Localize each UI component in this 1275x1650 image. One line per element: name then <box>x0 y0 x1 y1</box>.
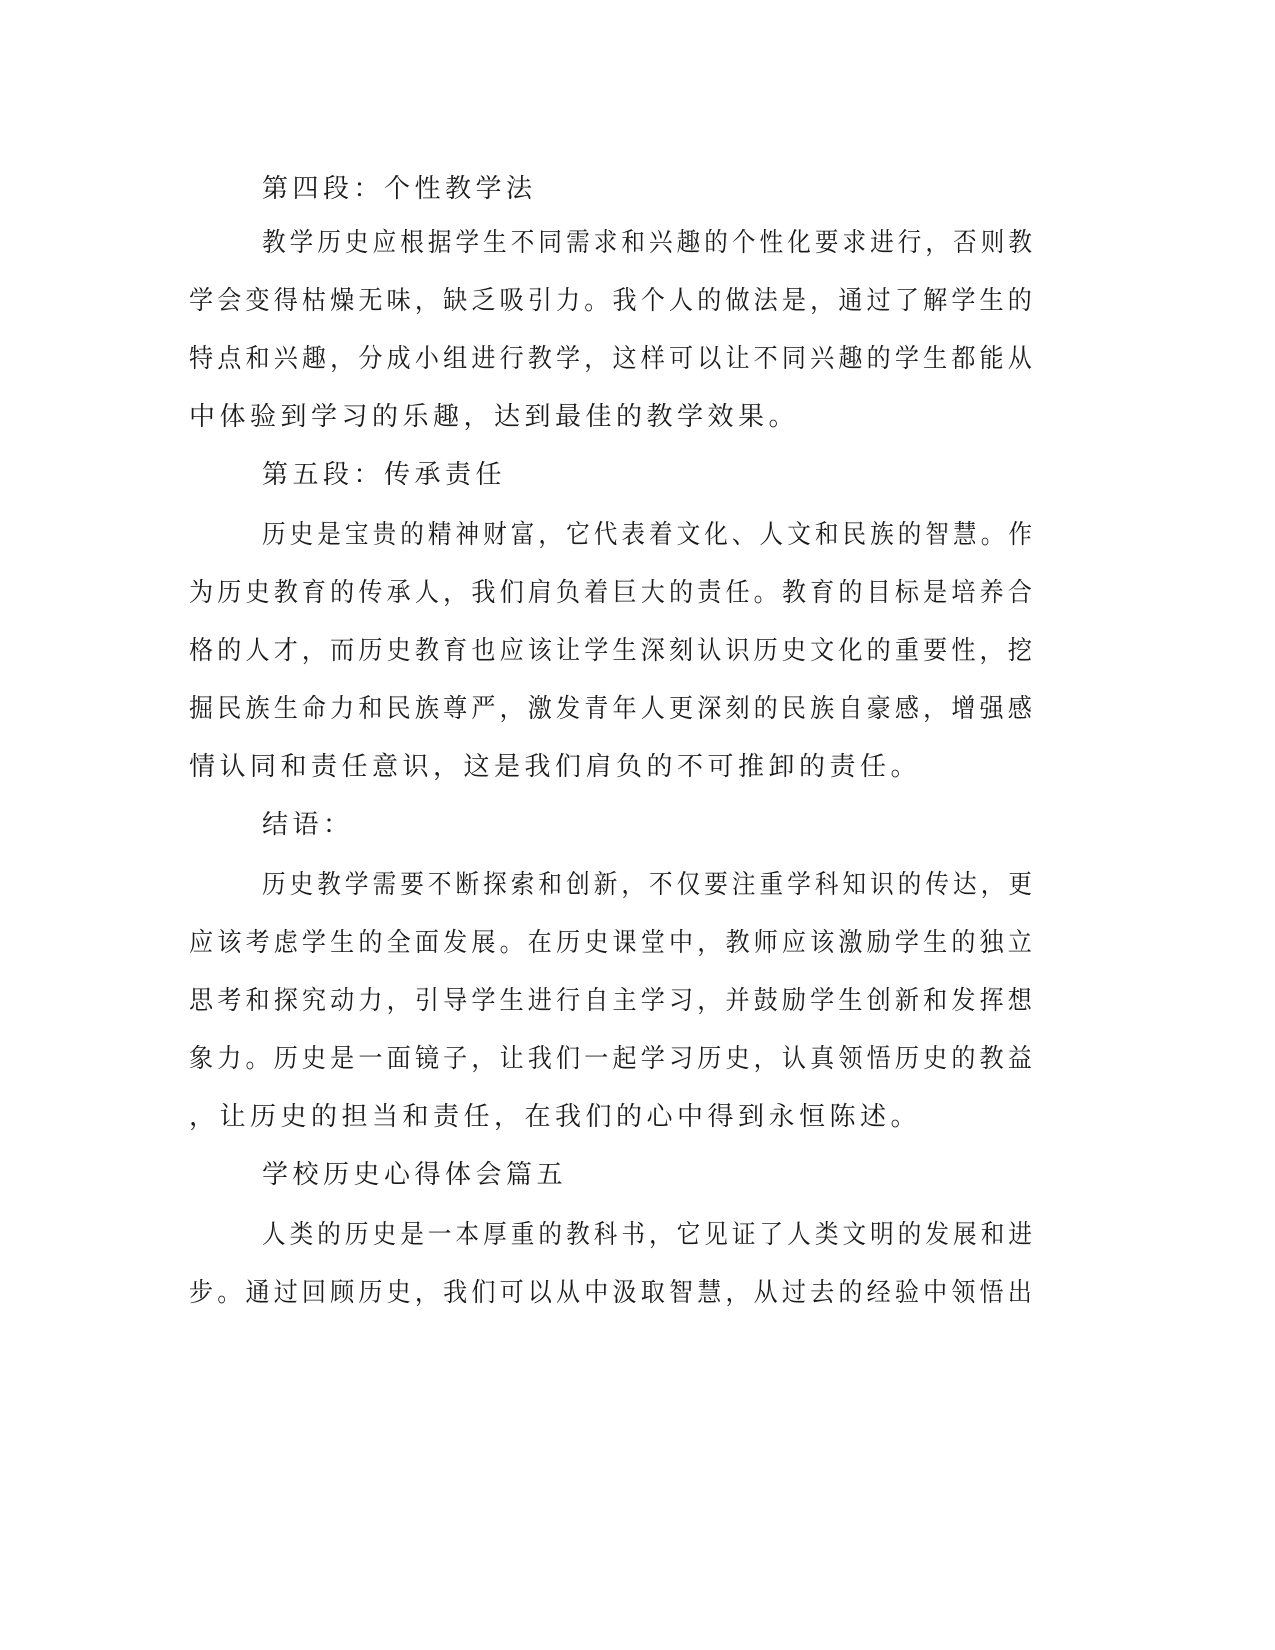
heading-conclusion: 结语： <box>262 810 354 840</box>
paragraph-line: 中体验到学习的乐趣，达到最佳的教学效果。 <box>189 402 800 432</box>
paragraph-line: 为历史教育的传承人，我们肩负着巨大的责任。教育的目标是培养合 <box>189 578 1037 608</box>
paragraph-line: 教学历史应根据学生不同需求和兴趣的个性化要求进行，否则教 <box>262 228 1036 258</box>
paragraph-line: 特点和兴趣，分成小组进行教学，这样可以让不同兴趣的学生都能从 <box>189 344 1037 374</box>
paragraph-line: 象力。历史是一面镜子，让我们一起学习历史，认真领悟历史的教益 <box>189 1044 1037 1074</box>
paragraph-line: 历史是宝贵的精神财富，它代表着文化、人文和民族的智慧。作 <box>262 520 1036 550</box>
heading-section-four: 第四段：个性教学法 <box>262 174 537 204</box>
paragraph-line: 历史教学需要不断探索和创新，不仅要注重学科知识的传达，更 <box>262 870 1036 900</box>
paragraph-line: 掘民族生命力和民族尊严，激发青年人更深刻的民族自豪感，增强感 <box>189 694 1037 724</box>
paragraph-line: 思考和探究动力，引导学生进行自主学习，并鼓励学生创新和发挥想 <box>189 986 1037 1016</box>
paragraph-line: 步。通过回顾历史，我们可以从中汲取智慧，从过去的经验中领悟出 <box>189 1278 1037 1308</box>
paragraph-line: ，让历史的担当和责任，在我们的心中得到永恒陈述。 <box>189 1102 922 1132</box>
paragraph-line: 情认同和责任意识，这是我们肩负的不可推卸的责任。 <box>189 752 922 782</box>
heading-article-five: 学校历史心得体会篇五 <box>262 1160 568 1190</box>
paragraph-line: 格的人才，而历史教育也应该让学生深刻认识历史文化的重要性，挖 <box>189 636 1037 666</box>
paragraph-line: 学会变得枯燥无味，缺乏吸引力。我个人的做法是，通过了解学生的 <box>189 286 1037 316</box>
paragraph-line: 人类的历史是一本厚重的教科书，它见证了人类文明的发展和进 <box>262 1220 1036 1250</box>
paragraph-line: 应该考虑学生的全面发展。在历史课堂中，教师应该激励学生的独立 <box>189 928 1037 958</box>
heading-section-five: 第五段：传承责任 <box>262 460 507 490</box>
